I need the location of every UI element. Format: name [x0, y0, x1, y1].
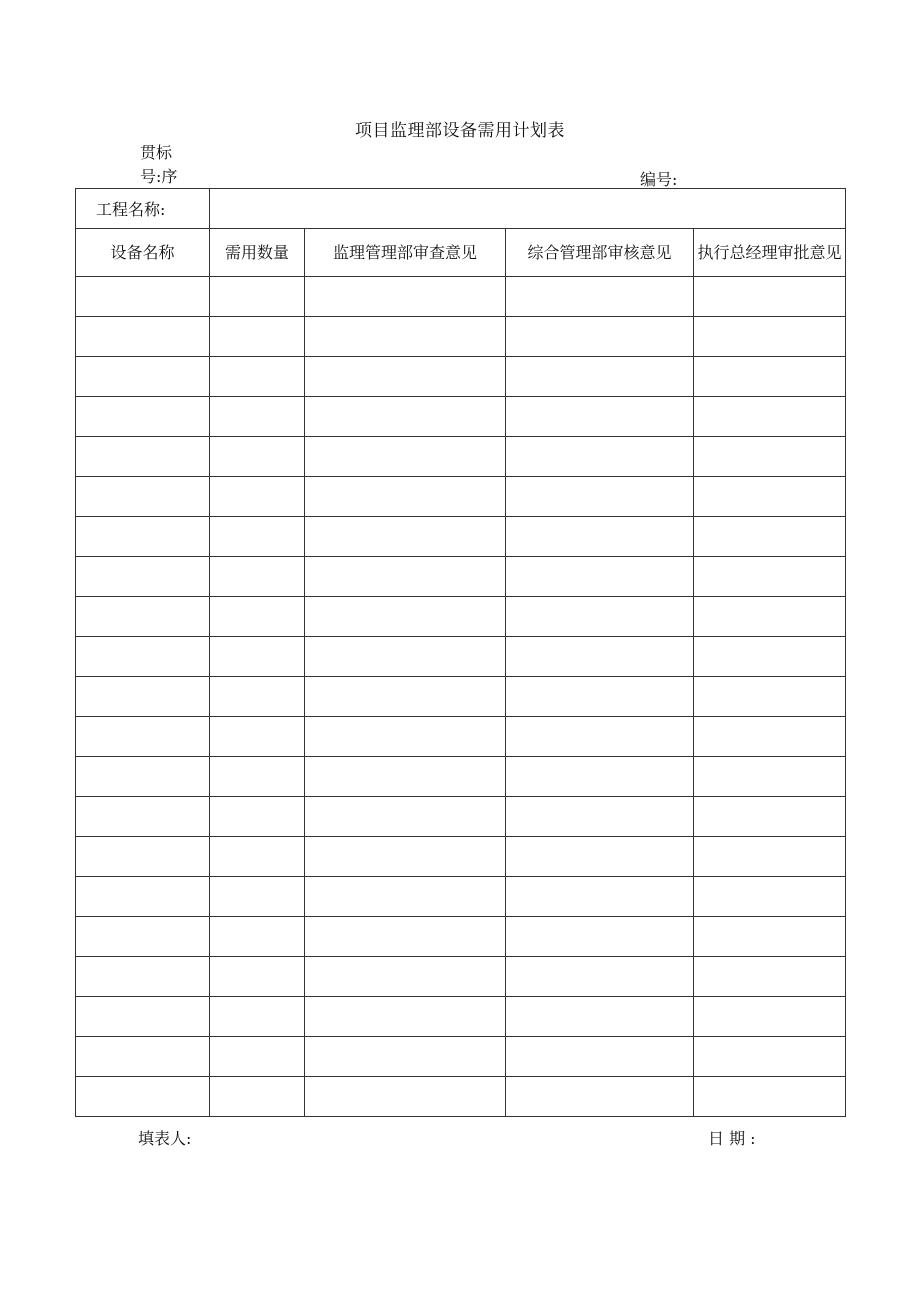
- cell-required-quantity[interactable]: [210, 637, 305, 677]
- table-row: [76, 357, 846, 397]
- cell-required-quantity[interactable]: [210, 437, 305, 477]
- cell-executive-approval[interactable]: [694, 757, 846, 797]
- bid-number-label-line2: 号:序: [140, 167, 178, 186]
- cell-required-quantity[interactable]: [210, 477, 305, 517]
- cell-executive-approval[interactable]: [694, 477, 846, 517]
- cell-general-management-review[interactable]: [506, 557, 694, 597]
- cell-executive-approval[interactable]: [694, 637, 846, 677]
- project-name-row: [76, 189, 846, 229]
- cell-equipment-name[interactable]: [76, 677, 210, 717]
- table-row: [76, 957, 846, 997]
- cell-equipment-name[interactable]: [76, 797, 210, 837]
- cell-equipment-name[interactable]: [76, 1037, 210, 1077]
- cell-general-management-review[interactable]: [506, 997, 694, 1037]
- filler-label: 填表人:: [138, 1129, 192, 1148]
- cell-general-management-review[interactable]: [506, 717, 694, 757]
- cell-equipment-name[interactable]: [76, 917, 210, 957]
- column-header-executive-approval: 执行总经理审批意见: [694, 229, 846, 277]
- table-row: [76, 517, 846, 557]
- table-row: [76, 877, 846, 917]
- table-row: [76, 997, 846, 1037]
- cell-required-quantity[interactable]: [210, 1037, 305, 1077]
- cell-required-quantity[interactable]: [210, 557, 305, 597]
- cell-supervision-review[interactable]: [305, 957, 506, 997]
- table-row: [76, 1037, 846, 1077]
- table-row: [76, 277, 846, 317]
- cell-supervision-review[interactable]: [305, 397, 506, 437]
- cell-equipment-name[interactable]: [76, 397, 210, 437]
- cell-equipment-name[interactable]: [76, 1077, 210, 1117]
- cell-required-quantity[interactable]: [210, 877, 305, 917]
- cell-required-quantity[interactable]: [210, 997, 305, 1037]
- table-row: [76, 677, 846, 717]
- cell-equipment-name[interactable]: [76, 317, 210, 357]
- cell-general-management-review[interactable]: [506, 437, 694, 477]
- cell-general-management-review[interactable]: [506, 957, 694, 997]
- cell-required-quantity[interactable]: [210, 677, 305, 717]
- code-label: 编号:: [640, 170, 678, 189]
- table-row: [76, 437, 846, 477]
- cell-executive-approval[interactable]: [694, 677, 846, 717]
- cell-executive-approval[interactable]: [694, 1037, 846, 1077]
- cell-general-management-review[interactable]: [506, 797, 694, 837]
- cell-supervision-review[interactable]: [305, 517, 506, 557]
- cell-executive-approval[interactable]: [694, 957, 846, 997]
- cell-supervision-review[interactable]: [305, 277, 506, 317]
- cell-supervision-review[interactable]: [305, 757, 506, 797]
- cell-supervision-review[interactable]: [305, 317, 506, 357]
- table-row: [76, 917, 846, 957]
- cell-equipment-name[interactable]: [76, 637, 210, 677]
- cell-equipment-name[interactable]: [76, 997, 210, 1037]
- cell-equipment-name[interactable]: [76, 757, 210, 797]
- cell-equipment-name[interactable]: [76, 277, 210, 317]
- cell-required-quantity[interactable]: [210, 277, 305, 317]
- cell-equipment-name[interactable]: [76, 437, 210, 477]
- cell-general-management-review[interactable]: [506, 597, 694, 637]
- column-header-required-quantity: 需用数量: [210, 229, 305, 277]
- table-row: [76, 757, 846, 797]
- cell-executive-approval[interactable]: [694, 997, 846, 1037]
- table-row: [76, 717, 846, 757]
- table-row: [76, 557, 846, 597]
- cell-equipment-name[interactable]: [76, 597, 210, 637]
- cell-executive-approval[interactable]: [694, 797, 846, 837]
- cell-general-management-review[interactable]: [506, 917, 694, 957]
- cell-executive-approval[interactable]: [694, 597, 846, 637]
- cell-general-management-review[interactable]: [506, 1077, 694, 1117]
- cell-executive-approval[interactable]: [694, 1077, 846, 1117]
- cell-executive-approval[interactable]: [694, 317, 846, 357]
- bid-number-label: [140, 141, 200, 189]
- cell-executive-approval[interactable]: [694, 357, 846, 397]
- table-row: [76, 397, 846, 437]
- cell-required-quantity[interactable]: [210, 357, 305, 397]
- cell-required-quantity[interactable]: [210, 957, 305, 997]
- table-row: [76, 477, 846, 517]
- table-row: [76, 1077, 846, 1117]
- cell-supervision-review[interactable]: [305, 677, 506, 717]
- date-label: 日 期 :: [708, 1129, 756, 1148]
- cell-executive-approval[interactable]: [694, 557, 846, 597]
- cell-supervision-review[interactable]: [305, 477, 506, 517]
- cell-supervision-review[interactable]: [305, 917, 506, 957]
- cell-general-management-review[interactable]: [506, 637, 694, 677]
- cell-equipment-name[interactable]: [76, 717, 210, 757]
- cell-supervision-review[interactable]: [305, 1077, 506, 1117]
- cell-executive-approval[interactable]: [694, 917, 846, 957]
- cell-general-management-review[interactable]: [506, 517, 694, 557]
- cell-required-quantity[interactable]: [210, 397, 305, 437]
- column-header-equipment-name: 设备名称: [76, 229, 210, 277]
- cell-general-management-review[interactable]: [506, 877, 694, 917]
- document-title: 项目监理部设备需用计划表: [355, 121, 565, 141]
- cell-supervision-review[interactable]: [305, 437, 506, 477]
- cell-general-management-review[interactable]: [506, 317, 694, 357]
- cell-supervision-review[interactable]: [305, 597, 506, 637]
- cell-executive-approval[interactable]: [694, 277, 846, 317]
- cell-executive-approval[interactable]: [694, 437, 846, 477]
- project-name-field[interactable]: [210, 189, 846, 229]
- cell-required-quantity[interactable]: [210, 837, 305, 877]
- cell-required-quantity[interactable]: [210, 1077, 305, 1117]
- cell-general-management-review[interactable]: [506, 837, 694, 877]
- project-name-label: 工程名称:: [76, 189, 210, 229]
- cell-supervision-review[interactable]: [305, 877, 506, 917]
- bid-number-label-line1: 贯标: [140, 143, 173, 162]
- cell-executive-approval[interactable]: [694, 397, 846, 437]
- column-header-supervision-review: 监理管理部审查意见: [305, 229, 506, 277]
- cell-equipment-name[interactable]: [76, 837, 210, 877]
- cell-general-management-review[interactable]: [506, 677, 694, 717]
- table-row: [76, 317, 846, 357]
- table-row: [76, 797, 846, 837]
- cell-equipment-name[interactable]: [76, 477, 210, 517]
- cell-equipment-name[interactable]: [76, 517, 210, 557]
- column-header-general-management-review: 综合管理部审核意见: [506, 229, 694, 277]
- table-row: [76, 837, 846, 877]
- cell-required-quantity[interactable]: [210, 317, 305, 357]
- cell-general-management-review[interactable]: [506, 357, 694, 397]
- cell-required-quantity[interactable]: [210, 917, 305, 957]
- cell-required-quantity[interactable]: [210, 797, 305, 837]
- table-row: [76, 597, 846, 637]
- cell-required-quantity[interactable]: [210, 517, 305, 557]
- cell-general-management-review[interactable]: [506, 757, 694, 797]
- cell-executive-approval[interactable]: [694, 877, 846, 917]
- cell-equipment-name[interactable]: [76, 357, 210, 397]
- cell-general-management-review[interactable]: [506, 397, 694, 437]
- cell-general-management-review[interactable]: [506, 277, 694, 317]
- cell-required-quantity[interactable]: [210, 597, 305, 637]
- cell-required-quantity[interactable]: [210, 757, 305, 797]
- cell-supervision-review[interactable]: [305, 837, 506, 877]
- cell-executive-approval[interactable]: [694, 837, 846, 877]
- cell-supervision-review[interactable]: [305, 717, 506, 757]
- cell-supervision-review[interactable]: [305, 557, 506, 597]
- cell-supervision-review[interactable]: [305, 1037, 506, 1077]
- cell-required-quantity[interactable]: [210, 717, 305, 757]
- cell-equipment-name[interactable]: [76, 877, 210, 917]
- cell-equipment-name[interactable]: [76, 557, 210, 597]
- cell-executive-approval[interactable]: [694, 717, 846, 757]
- cell-supervision-review[interactable]: [305, 797, 506, 837]
- table-header-row: [76, 229, 846, 277]
- cell-executive-approval[interactable]: [694, 517, 846, 557]
- cell-general-management-review[interactable]: [506, 477, 694, 517]
- cell-supervision-review[interactable]: [305, 637, 506, 677]
- table-row: [76, 637, 846, 677]
- cell-supervision-review[interactable]: [305, 997, 506, 1037]
- cell-equipment-name[interactable]: [76, 957, 210, 997]
- equipment-plan-table: [75, 188, 846, 1117]
- cell-supervision-review[interactable]: [305, 357, 506, 397]
- cell-general-management-review[interactable]: [506, 1037, 694, 1077]
